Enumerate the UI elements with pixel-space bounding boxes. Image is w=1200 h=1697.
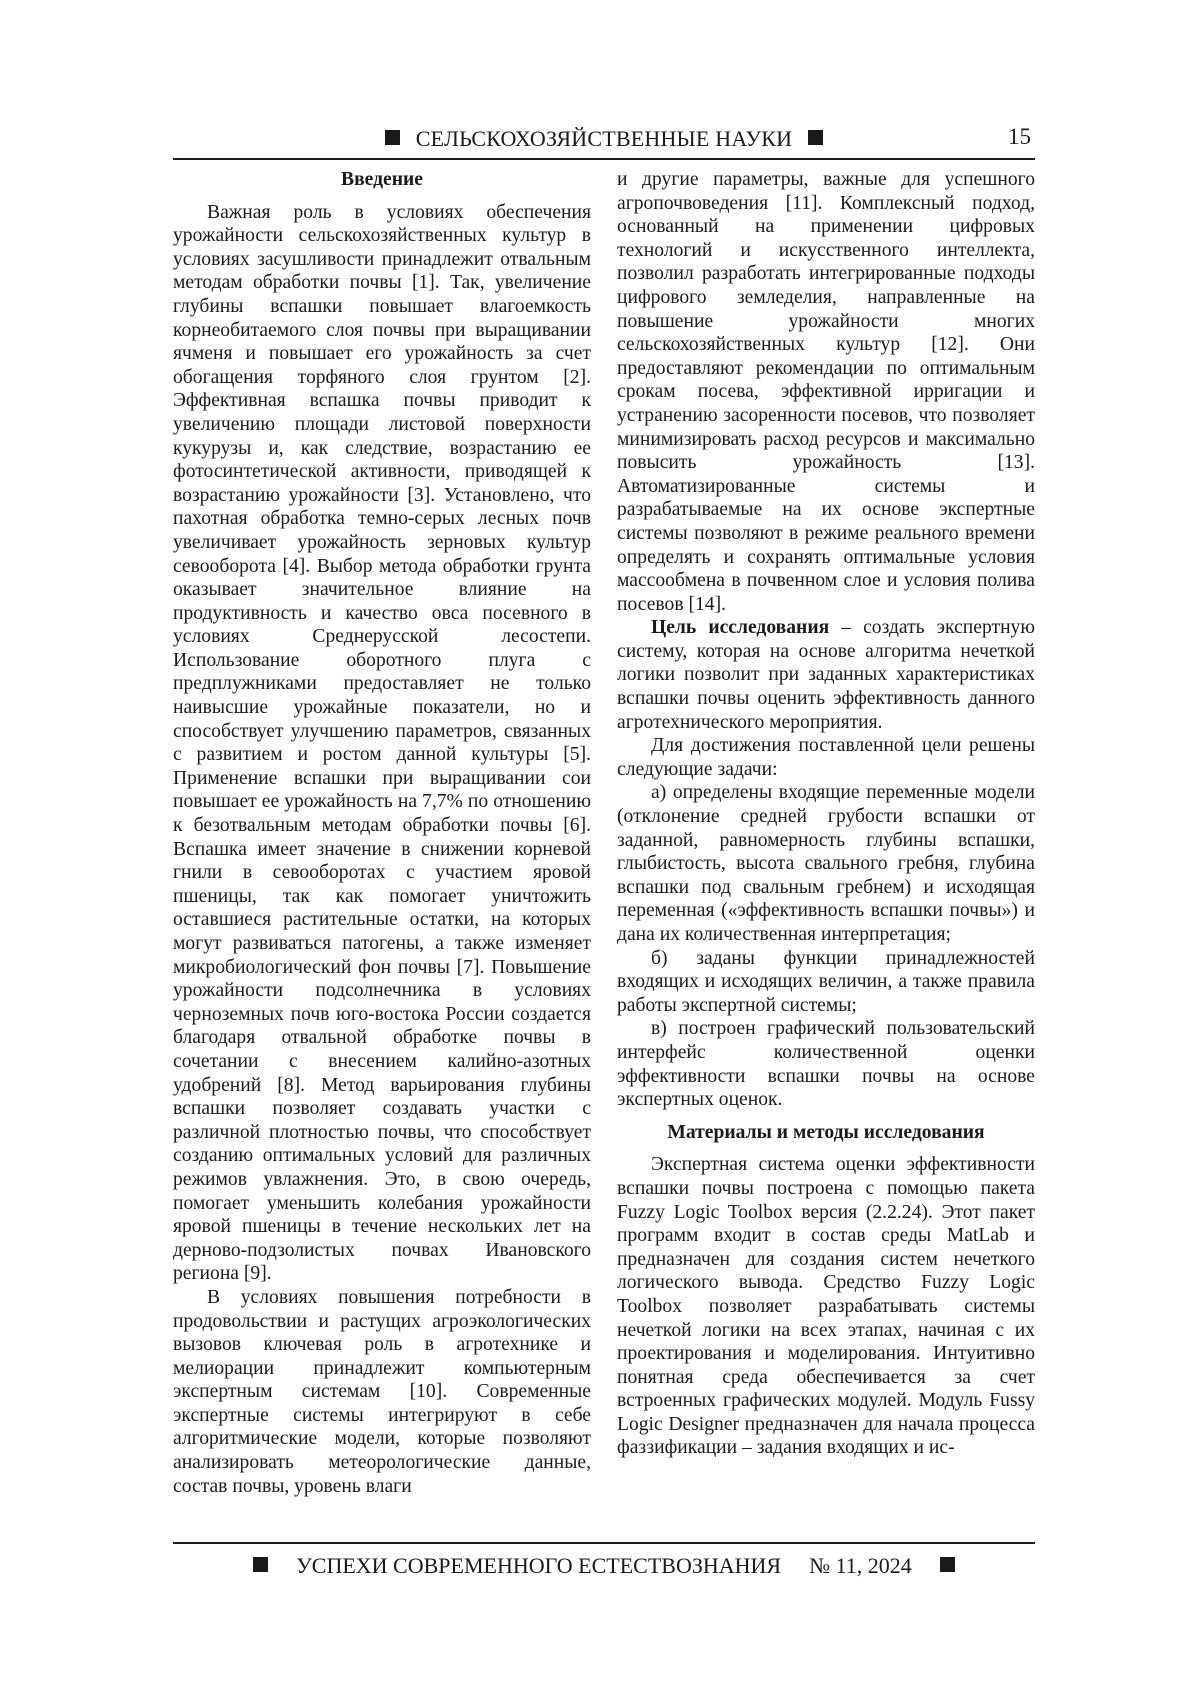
issue-number: № 11, 2024 — [809, 1553, 912, 1578]
running-header — [173, 118, 1035, 160]
section-header — [173, 126, 1035, 152]
goal-label: Цель исследования — [651, 617, 829, 638]
square-bullet-icon — [253, 1557, 268, 1572]
right-column — [617, 168, 1035, 1460]
task-item-a: а) определены входящие переменные модели (отклонение средней грубости вспашки от заданной, равномерность глубины вспашки, глыбистость, высота свального гребня, глубина вспашки под свальным гребнем) и исходящая переменная («эффективность вспашки почвы») и дана их количественная интерпретация; — [617, 781, 1035, 946]
square-bullet-icon — [808, 130, 823, 145]
left-column — [173, 168, 591, 1498]
square-bullet-icon — [385, 130, 400, 145]
running-footer — [173, 1542, 1035, 1579]
intro-paragraph-2: В условиях повышения потребности в продовольствии и растущих агроэкологических вызовов ключевая роль в агротехнике и мелиорации принадлежит компьютерным экспертным системам [10]. Современные экспертные системы интегрируют в себе алгоритмические модели, которые позволяют анализировать метеорологические данные, состав почвы, уровень влаги — [173, 1286, 591, 1498]
tasks-intro: Для достижения поставленной цели решены следующие задачи: — [617, 734, 1035, 781]
task-item-c: в) построен графический пользовательский интерфейс количественной оценки эффективности вспашки почвы на основе экспертных оценок. — [617, 1017, 1035, 1111]
continued-paragraph: и другие параметры, важные для успешного агропочвоведения [11]. Комплексный подход, основанный на применении цифровых технологий и искусственного интеллекта, позволил разработать интегрированные подходы цифрового земледелия, направленные на повышение урожайности многих сельскохозяйственных культур [12]. Они предоставляют рекомендации по оптимальным срокам посева, эффективной ирригации и устранению засоренности посевов, что позволяет минимизировать расход ресурсов и максимально повысить урожайность [13]. Автоматизированные системы и разрабатываемые на их основе экспертные системы позволяют в режиме реального времени определять и сохранять оптимальные условия массообмена в почвенном слое и условия полива посевов [14]. — [617, 168, 1035, 616]
journal-title: УСПЕХИ СОВРЕМЕННОГО ЕСТЕСТВОЗНАНИЯ — [296, 1553, 781, 1578]
page-number: 15 — [1008, 124, 1031, 150]
journal-footer — [173, 1544, 1035, 1579]
introduction-heading: Введение — [173, 168, 591, 192]
goal-text: – создать экспертную систему, которая на основе алгоритма нечеткой логики позволит при заданных характеристиках вспашки почвы оценить эффективность данного агротехнического мероприятия. — [617, 617, 1035, 732]
methods-heading: Материалы и методы исследования — [617, 1121, 1035, 1145]
goal-paragraph — [617, 616, 1035, 734]
section-title: СЕЛЬСКОХОЗЯЙСТВЕННЫЕ НАУКИ — [416, 126, 793, 151]
square-bullet-icon — [940, 1557, 955, 1572]
methods-paragraph: Экспертная система оценки эффективности вспашки почвы построена с помощью пакета Fuzzy Logic Toolbox версия (2.2.24). Этот пакет программ входит в состав среды MatLab и предназначен для создания систем нечеткого логического вывода. Средство Fuzzy Logic Toolbox позволяет разрабатывать системы нечеткой логики на всех этапах, начиная с их проектирования и моделирования. Интуитивно понятная среда обеспечивается за счет встроенных графических модулей. Модуль Fussy Logic Designer предназначен для начала процесса фаззификации – задания входящих и ис- — [617, 1153, 1035, 1460]
intro-paragraph-1: Важная роль в условиях обеспечения урожайности сельскохозяйственных культур в условиях засушливости принадлежит отвальным методам обработки почвы [1]. Так, увеличение глубины вспашки повышает влагоемкость корнеобитаемого слоя почвы при выращивании ячменя и повышает его урожайность за счет обогащения торфяного слоя грунтом [2]. Эффективная вспашка почвы приводит к увеличению площади листовой поверхности кукурузы и, как следствие, возрастанию ее фотосинтетической активности, приводящей к возрастанию урожайности [3]. Установлено, что пахотная обработка темно-серых лесных почв увеличивает урожайность зерновых культур севооборота [4]. Выбор метода обработки грунта оказывает значительное влияние на продуктивность и качество овса посевного в условиях Среднерусской лесостепи. Использование оборотного плуга с предплужниками предоставляет не только наивысшие урожайные показатели, но и способствует улучшению параметров, связанных с развитием и ростом данной культуры [5]. Применение вспашки при выращивании сои повышает ее урожайность на 7,7% по отношению к безотвальным методам обработки почвы [6]. Вспашка имеет значение в снижении корневой гнили в севооборотах с участием яровой пшеницы, так как помогает уничтожить оставшиеся растительные остатки, на которых могут развиваться патогены, а также изменяет микробиологический фон почвы [7]. Повышение урожайности подсолнечника в условиях черноземных почв юго-востока России создается благодаря отвальной обработке почвы в сочетании с внесением калийно-азотных удобрений [8]. Метод варьирования глубины вспашки позволяет создавать участки с различной плотностью почвы, что способствует созданию оптимальных условий для различных режимов увлажнения. Это, в свою очередь, помогает уменьшить колебания урожайности яровой пшеницы в течение нескольких лет на дерново-подзолистых почвах Ивановского региона [9]. — [173, 201, 591, 1286]
task-item-b: б) заданы функции принадлежностей входящих и исходящих величин, а также правила работы экспертной системы; — [617, 947, 1035, 1018]
